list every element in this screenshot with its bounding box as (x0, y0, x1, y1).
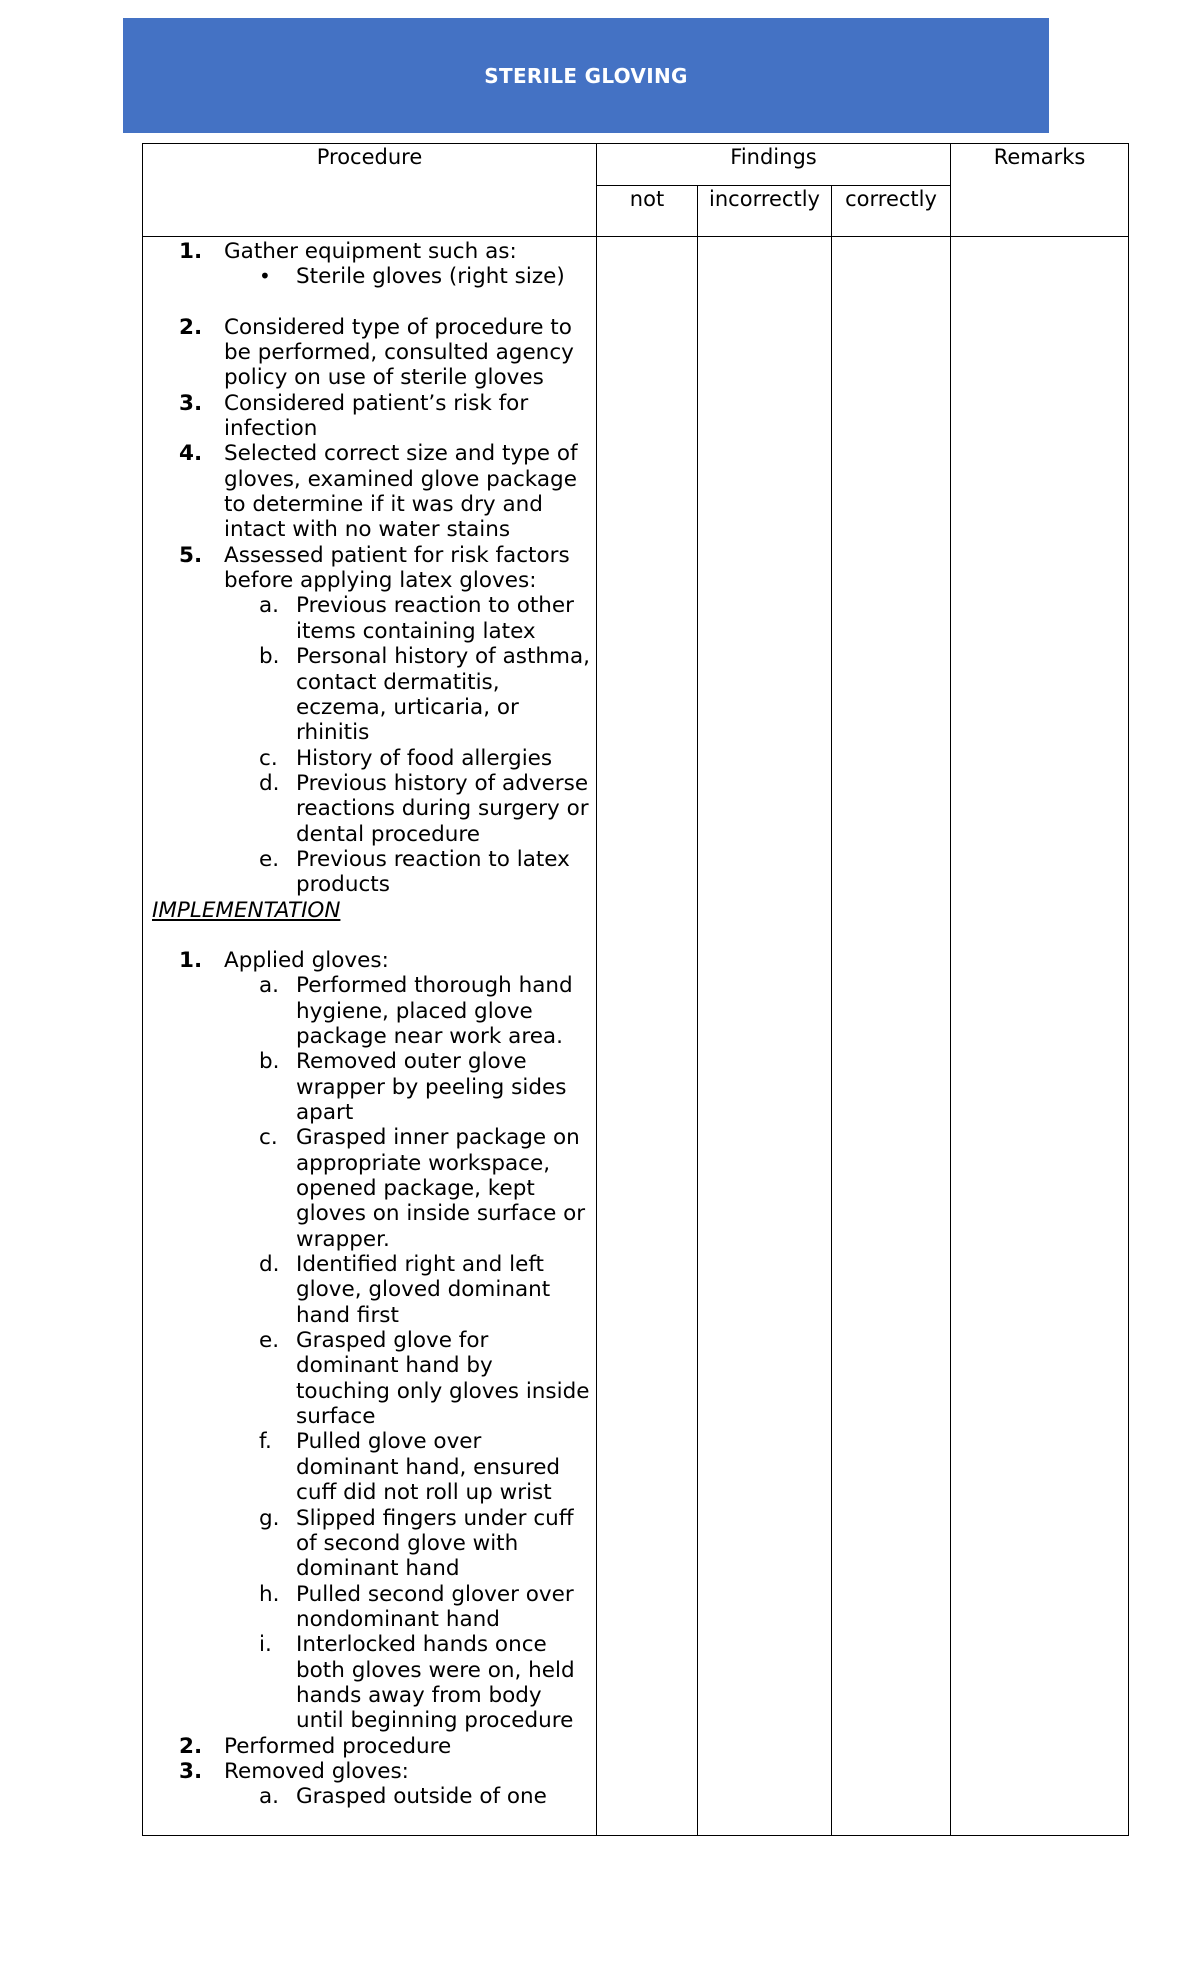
list-item: • Sterile gloves (right size) (259, 264, 565, 290)
correctly-header: correctly (832, 186, 951, 237)
list-item: b. Personal history of asthma, contact dermatitis, eczema, urticaria, or rhinitis (259, 644, 590, 746)
document-title: STERILE GLOVING (484, 63, 688, 88)
list-item: 2. Considered type of procedure to be performed, consulted agency policy on use of sterile gloves (179, 314, 574, 391)
remarks-cell[interactable] (951, 237, 1129, 1836)
list-item: h. Pulled second glover over nondominant hand (259, 1581, 574, 1632)
list-item: a. Grasped outside of one (259, 1784, 547, 1810)
list-item: a. Performed thorough hand hygiene, placed glove package near work area. (259, 973, 573, 1049)
remarks-header: Remarks (951, 144, 1129, 237)
list-item: f. Pulled glove over dominant hand, ensured cuff did not roll up wrist (259, 1429, 561, 1506)
list-item: c. History of food allergies (259, 745, 553, 771)
procedure-body-row (143, 237, 1129, 1836)
not-checkbox-cell[interactable] (597, 237, 698, 1836)
list-item: a. Previous reaction to other items containing latex (259, 593, 574, 644)
list-item: 2. Performed procedure (179, 1733, 452, 1759)
list-item: g. Slipped fingers under cuff of second glove with dominant hand (259, 1505, 574, 1582)
correctly-checkbox-cell[interactable] (832, 237, 951, 1836)
list-item: 5. Assessed patient for risk factors before applying latex gloves: (179, 542, 570, 594)
document-title-banner (123, 18, 1049, 133)
incorrectly-checkbox-cell[interactable] (698, 237, 832, 1836)
bullet-icon: • (259, 264, 271, 289)
implementation-heading: IMPLEMENTATION (152, 897, 341, 923)
list-item: d. Previous history of adverse reactions during surgery or dental procedure (259, 770, 589, 847)
incorrectly-header: incorrectly (698, 186, 832, 237)
procedure-steps-cell (143, 237, 597, 1836)
checklist-table (142, 143, 1129, 1836)
list-item: e. Grasped glove for dominant hand by touching only gloves inside surface (259, 1328, 590, 1430)
list-item: d. Identified right and left glove, gloved dominant hand first (259, 1252, 551, 1328)
list-item: i. Interlocked hands once both gloves were on, held hands away from body until beginning procedure (259, 1632, 575, 1734)
findings-header: Findings (597, 144, 951, 186)
list-item: 1. Gather equipment such as: (179, 239, 517, 264)
header-row (143, 144, 1129, 186)
list-item: 3. Removed gloves: (179, 1758, 409, 1784)
list-item: 4. Selected correct size and type of gloves, examined glove package to determine if it was dry and intact with no water stains (179, 441, 578, 543)
list-item: 3. Considered patient’s risk for infection (179, 390, 529, 442)
not-header: not (597, 186, 698, 237)
list-item: c. Grasped inner package on appropriate workspace, opened package, kept gloves on inside surface or wrapper. (259, 1125, 586, 1252)
list-item: e. Previous reaction to latex products (259, 846, 570, 898)
procedure-header: Procedure (143, 144, 597, 237)
list-item: b. Removed outer glove wrapper by peeling sides apart (259, 1049, 567, 1125)
list-item: 1. Applied gloves: (179, 947, 389, 973)
